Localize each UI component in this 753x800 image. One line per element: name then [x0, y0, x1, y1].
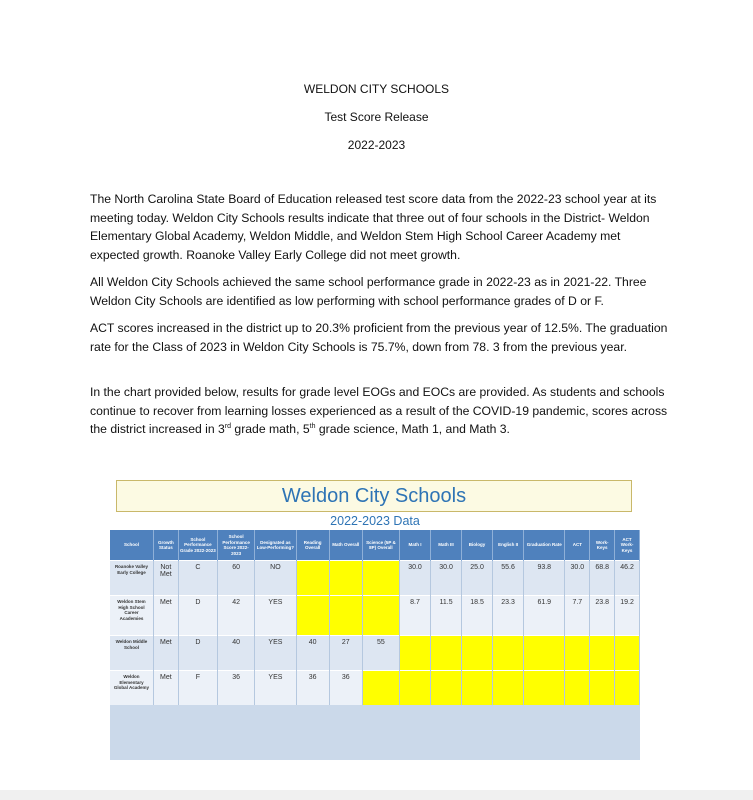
column-header: School Performance Grade 2022-2023 — [178, 530, 217, 561]
status-strip — [0, 790, 753, 800]
column-header: ACT Work-Keys — [615, 530, 640, 561]
data-cell: NO — [255, 561, 296, 596]
release-heading: Test Score Release — [324, 110, 429, 124]
column-header: English II — [493, 530, 524, 561]
column-header: Work-Keys — [590, 530, 615, 561]
column-header: Reading Overall — [296, 530, 329, 561]
column-header: ACT — [565, 530, 590, 561]
data-cell — [462, 636, 493, 671]
data-cell — [524, 671, 565, 706]
data-cell — [362, 671, 399, 706]
table-header-row — [110, 530, 640, 561]
table-row — [110, 671, 640, 706]
data-cell: 30.0 — [400, 561, 431, 596]
data-cell — [431, 671, 462, 706]
district-heading: WELDON CITY SCHOOLS — [303, 82, 450, 96]
data-cell: 8.7 — [400, 596, 431, 636]
table-row — [110, 561, 640, 596]
data-table-panel — [110, 530, 640, 760]
school-name-cell: Weldon Stem High School Career Academies — [110, 596, 153, 636]
data-cell — [296, 561, 329, 596]
data-cell — [590, 671, 615, 706]
data-cell — [615, 636, 640, 671]
column-header: School Performance Score 2022-2023 — [218, 530, 255, 561]
data-cell: C — [178, 561, 217, 596]
data-cell: 36 — [218, 671, 255, 706]
paragraph-eog-eoc: In the chart provided below, results for grade level EOGs and EOCs are provided. As students and schools continue to recover from learning losses experienced as a result of the COVID-19 pandemic, scores across the district increased in 3rd grade math, 5th grade science, Math 1, and Math 3. — [90, 385, 668, 436]
data-cell — [462, 671, 493, 706]
data-cell: 68.8 — [590, 561, 615, 596]
data-cell: 36 — [296, 671, 329, 706]
data-cell: 30.0 — [431, 561, 462, 596]
data-cell — [565, 636, 590, 671]
column-header: Science (5P & 8P) Overall — [362, 530, 399, 561]
data-cell: 23.3 — [493, 596, 524, 636]
data-cell: 7.7 — [565, 596, 590, 636]
school-name-cell: Weldon Middle School — [110, 636, 153, 671]
data-cell: YES — [255, 636, 296, 671]
column-header: Growth Status — [153, 530, 178, 561]
column-header: Biology — [462, 530, 493, 561]
data-cell: Not Met — [153, 561, 178, 596]
paragraph-growth: The North Carolina State Board of Education released test score data from the 2022-23 school year at its meeting today. Weldon City Schools results indicate that three out of four schools in the District- Weldon Elementary Global Academy, Weldon Middle, and Weldon Stem High School Career Academy met expected growth. Roanoke Valley Early College did not meet growth. — [90, 192, 657, 262]
column-header: School — [110, 530, 153, 561]
column-header: Math Overall — [329, 530, 362, 561]
data-cell: 55 — [362, 636, 399, 671]
school-name-cell: Weldon Elementary Global Academy — [110, 671, 153, 706]
data-cell — [493, 636, 524, 671]
data-cell — [431, 636, 462, 671]
data-cell: 46.2 — [615, 561, 640, 596]
data-cell: 93.8 — [524, 561, 565, 596]
data-cell: 30.0 — [565, 561, 590, 596]
column-header: Math III — [431, 530, 462, 561]
data-cell — [400, 636, 431, 671]
data-cell — [615, 671, 640, 706]
data-cell: 19.2 — [615, 596, 640, 636]
data-cell: D — [178, 596, 217, 636]
data-cell — [296, 596, 329, 636]
data-cell: 18.5 — [462, 596, 493, 636]
data-cell: F — [178, 671, 217, 706]
table-row — [110, 596, 640, 636]
data-cell: 36 — [329, 671, 362, 706]
column-header: Designated as Low-Performing? — [255, 530, 296, 561]
data-cell: 40 — [296, 636, 329, 671]
data-cell: D — [178, 636, 217, 671]
data-cell: 25.0 — [462, 561, 493, 596]
school-name-cell: Roanoke Valley Early College — [110, 561, 153, 596]
data-cell: Met — [153, 596, 178, 636]
school-data-table — [110, 530, 640, 705]
data-cell: 23.8 — [590, 596, 615, 636]
data-cell: 40 — [218, 636, 255, 671]
data-cell: 60 — [218, 561, 255, 596]
chart-subtitle: 2022-2023 Data — [330, 514, 420, 528]
data-cell — [400, 671, 431, 706]
chart-banner: Weldon City Schools — [116, 480, 632, 512]
column-header: Math I — [400, 530, 431, 561]
year-heading: 2022-2023 — [347, 138, 406, 152]
data-cell — [493, 671, 524, 706]
data-cell — [329, 561, 362, 596]
data-cell: 11.5 — [431, 596, 462, 636]
paragraph-act: ACT scores increased in the district up to 20.3% proficient from the previous year of 12.5%. The graduation rate for the Class of 2023 in Weldon City Schools is 75.7%, down from 78. 3 from the previous year. — [90, 321, 668, 354]
data-cell — [362, 561, 399, 596]
data-cell — [524, 636, 565, 671]
data-cell — [329, 596, 362, 636]
data-cell: YES — [255, 596, 296, 636]
data-cell: 55.6 — [493, 561, 524, 596]
data-cell — [565, 671, 590, 706]
data-cell: Met — [153, 671, 178, 706]
table-row — [110, 636, 640, 671]
paragraph-performance: All Weldon City Schools achieved the same school performance grade in 2022-23 as in 2021-22. Three Weldon City Schools are identified as low performing with school performance grades of D or F. — [90, 275, 647, 308]
data-cell — [590, 636, 615, 671]
data-cell: 27 — [329, 636, 362, 671]
data-cell: YES — [255, 671, 296, 706]
data-cell: 61.9 — [524, 596, 565, 636]
data-cell: 42 — [218, 596, 255, 636]
column-header: Graduation Rate — [524, 530, 565, 561]
data-cell — [362, 596, 399, 636]
data-cell: Met — [153, 636, 178, 671]
